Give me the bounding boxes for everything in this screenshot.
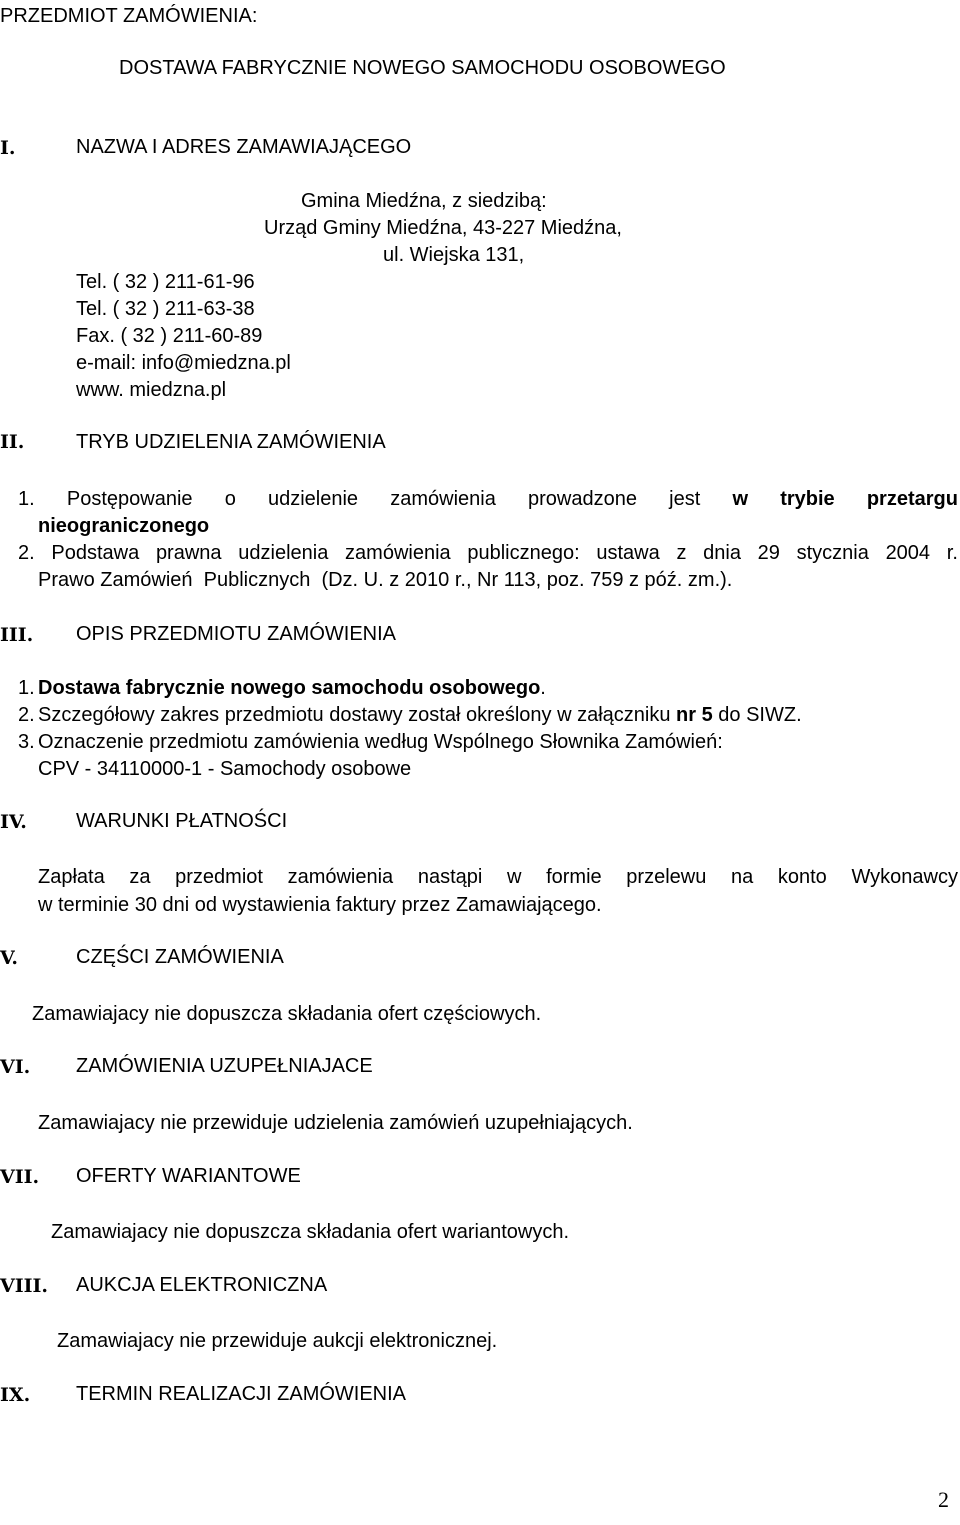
section-2-item-2: 2. Podstawa prawna udzielenia zamówienia publicznego: ustawa z dnia 29 stycznia 2004 r. xyxy=(18,542,958,564)
address-line: Gmina Miedźna, z siedzibą: xyxy=(301,190,547,212)
section-7-heading: OFERTY WARIANTOWE xyxy=(76,1165,301,1187)
section-8-text: Zamawiajacy nie przewiduje aukcji elektronicznej. xyxy=(57,1330,498,1352)
address-line: ul. Wiejska 131, xyxy=(383,244,525,266)
page-number: 2 xyxy=(938,1487,949,1512)
section-3-heading: OPIS PRZEDMIOTU ZAMÓWIENIA xyxy=(76,623,397,645)
section-4-text-line-2: w terminie 30 dni od wystawienia faktury przez Zamawiającego. xyxy=(38,894,602,916)
section-2-numeral: II. xyxy=(0,431,25,453)
section-8-numeral: VIII. xyxy=(0,1275,49,1297)
section-2-item-1: 1. Postępowanie o udzielenie zamówienia prowadzone jest w trybie przetargu xyxy=(18,488,958,510)
contact-website: www. miedzna.pl xyxy=(76,379,227,401)
contact-phone: Tel. ( 32 ) 211-63-38 xyxy=(76,298,255,320)
section-1-numeral: I. xyxy=(0,137,16,159)
contact-fax: Fax. ( 32 ) 211-60-89 xyxy=(76,325,263,347)
section-7-text: Zamawiajacy nie dopuszcza składania ofert wariantowych. xyxy=(51,1221,570,1243)
section-9-numeral: IX. xyxy=(0,1384,31,1406)
section-4-numeral: IV. xyxy=(0,811,27,833)
section-4-text-line-1: Zapłata za przedmiot zamówienia nastąpi w formie przelewu na konto Wykonawcy xyxy=(38,866,958,888)
subject-label: PRZEDMIOT ZAMÓWIENIA: xyxy=(0,5,258,27)
section-6-text: Zamawiajacy nie przewiduje udzielenia zamówień uzupełniających. xyxy=(38,1112,633,1134)
section-5-text: Zamawiajacy nie dopuszcza składania ofert częściowych. xyxy=(32,1003,542,1025)
contact-email: e-mail: info@miedzna.pl xyxy=(76,352,291,374)
section-5-heading: CZĘŚCI ZAMÓWIENIA xyxy=(76,946,284,968)
section-3-numeral: III. xyxy=(0,624,34,646)
address-line: Urząd Gminy Miedźna, 43-227 Miedźna, xyxy=(264,217,622,239)
section-5-numeral: V. xyxy=(0,947,19,969)
section-1-heading: NAZWA I ADRES ZAMAWIAJĄCEGO xyxy=(76,136,412,158)
section-2-heading: TRYB UDZIELENIA ZAMÓWIENIA xyxy=(76,431,386,453)
section-9-heading: TERMIN REALIZACJI ZAMÓWIENIA xyxy=(76,1383,407,1405)
contact-phone: Tel. ( 32 ) 211-61-96 xyxy=(76,271,255,293)
section-2-item-1-cont: nieograniczonego xyxy=(38,515,210,537)
section-6-heading: ZAMÓWIENIA UZUPEŁNIAJACE xyxy=(76,1055,373,1077)
section-6-numeral: VI. xyxy=(0,1056,31,1078)
section-4-heading: WARUNKI PŁATNOŚCI xyxy=(76,810,288,832)
section-7-numeral: VII. xyxy=(0,1166,40,1188)
section-8-heading: AUKCJA ELEKTRONICZNA xyxy=(76,1274,328,1296)
cpv-code: CPV - 34110000-1 - Samochody osobowe xyxy=(38,758,412,780)
subject-title: DOSTAWA FABRYCZNIE NOWEGO SAMOCHODU OSOBOWEGO xyxy=(119,57,726,79)
section-2-item-2-cont: Prawo Zamówień Publicznych (Dz. U. z 2010 r., Nr 113, poz. 759 z póź. zm.). xyxy=(38,569,733,591)
